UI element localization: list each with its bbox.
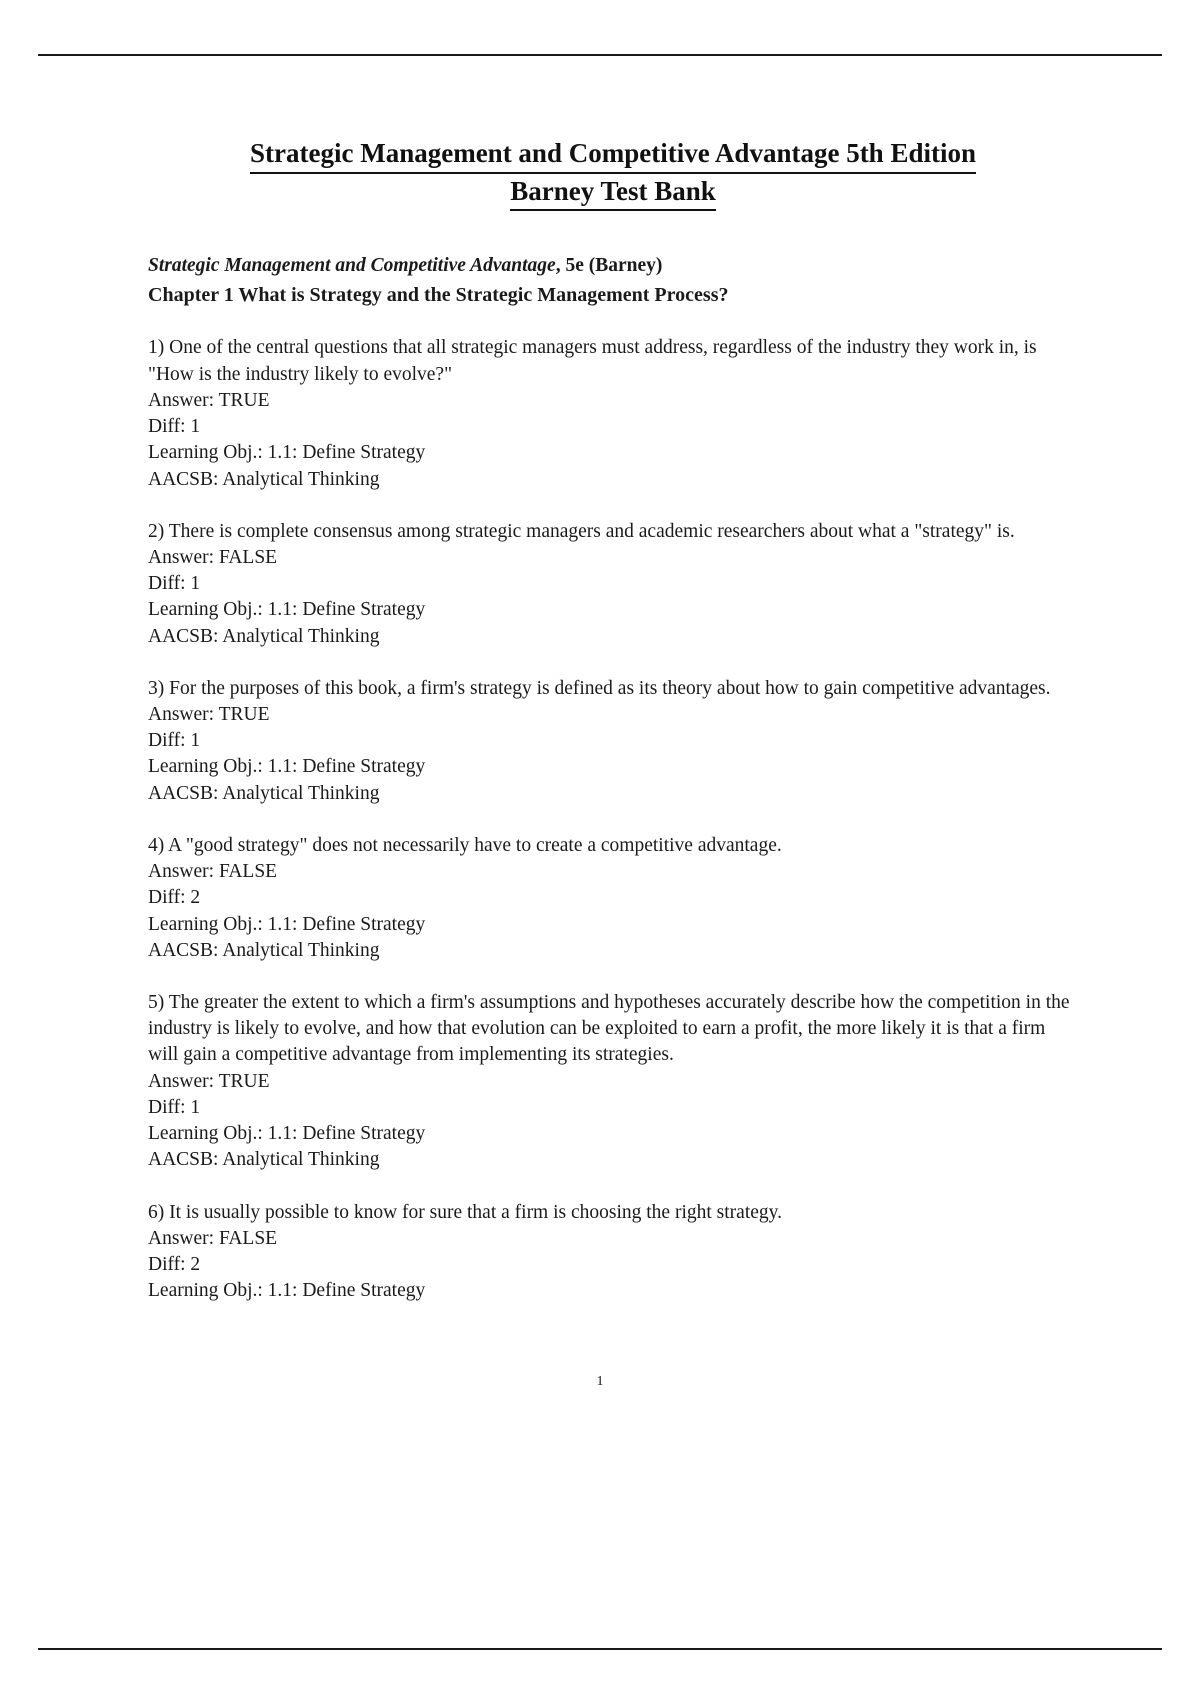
question-item <box>148 519 1078 650</box>
page-title-line-1: Strategic Management and Competitive Advantage 5th Edition <box>250 136 976 174</box>
question-aacsb: AACSB: Analytical Thinking <box>148 625 380 647</box>
question-answer: Answer: FALSE <box>148 1227 278 1249</box>
question-learning-objective: Learning Obj.: 1.1: Define Strategy <box>148 756 426 778</box>
question-difficulty: Diff: 1 <box>148 1096 201 1118</box>
page-number: 1 <box>596 1374 604 1389</box>
question-learning-objective: Learning Obj.: 1.1: Define Strategy <box>148 1280 426 1302</box>
document-body <box>148 136 1078 1330</box>
question-aacsb: AACSB: Analytical Thinking <box>148 782 380 804</box>
question-item <box>148 990 1078 1174</box>
question-answer: Answer: TRUE <box>148 704 270 726</box>
book-edition: , 5e (Barney) <box>555 255 663 277</box>
chapter-heading: Chapter 1 What is Strategy and the Strategic Management Process? <box>148 284 729 307</box>
question-learning-objective: Learning Obj.: 1.1: Define Strategy <box>148 442 426 464</box>
question-item <box>148 676 1078 807</box>
question-text: 5) The greater the extent to which a firm's assumptions and hypotheses accurately describe how the competition in the industry is likely to evolve, and how that evolution can be exploited to earn a profit, the more likely it is that a firm will gain a competitive advantage from implementing its strategies. <box>148 992 1070 1066</box>
question-item <box>148 833 1078 964</box>
question-difficulty: Diff: 2 <box>148 1253 201 1275</box>
question-learning-objective: Learning Obj.: 1.1: Define Strategy <box>148 599 426 621</box>
question-aacsb: AACSB: Analytical Thinking <box>148 1149 380 1171</box>
book-title: Strategic Management and Competitive Advantage <box>148 255 556 277</box>
question-answer: Answer: FALSE <box>148 861 278 883</box>
question-difficulty: Diff: 1 <box>148 416 201 438</box>
question-learning-objective: Learning Obj.: 1.1: Define Strategy <box>148 913 426 935</box>
question-text: 3) For the purposes of this book, a firm's strategy is defined as its theory about how to gain competitive advantages. <box>148 677 1051 699</box>
question-difficulty: Diff: 1 <box>148 730 201 752</box>
question-difficulty: Diff: 2 <box>148 887 201 909</box>
question-item <box>148 335 1078 492</box>
question-answer: Answer: FALSE <box>148 546 278 568</box>
question-text: 4) A "good strategy" does not necessarily have to create a competitive advantage. <box>148 834 782 856</box>
page-title-line-2: Barney Test Bank <box>510 174 716 212</box>
footer-rule <box>38 1648 1162 1650</box>
header-rule <box>38 54 1162 56</box>
question-list <box>148 335 1078 1304</box>
question-aacsb: AACSB: Analytical Thinking <box>148 468 380 490</box>
question-aacsb: AACSB: Analytical Thinking <box>148 939 380 961</box>
question-answer: Answer: TRUE <box>148 389 270 411</box>
book-edition-line <box>148 253 1078 279</box>
question-text: 6) It is usually possible to know for sure that a firm is choosing the right strategy. <box>148 1201 783 1223</box>
question-item <box>148 1200 1078 1305</box>
question-learning-objective: Learning Obj.: 1.1: Define Strategy <box>148 1123 426 1145</box>
page-title <box>148 136 1078 211</box>
book-reference <box>148 253 1078 309</box>
question-answer: Answer: TRUE <box>148 1070 270 1092</box>
question-text: 2) There is complete consensus among strategic managers and academic researchers about what a "strategy" is. <box>148 520 1015 542</box>
question-text: 1) One of the central questions that all strategic managers must address, regardless of the industry they work in, is "How is the industry likely to evolve?" <box>148 337 1037 385</box>
question-difficulty: Diff: 1 <box>148 573 201 595</box>
